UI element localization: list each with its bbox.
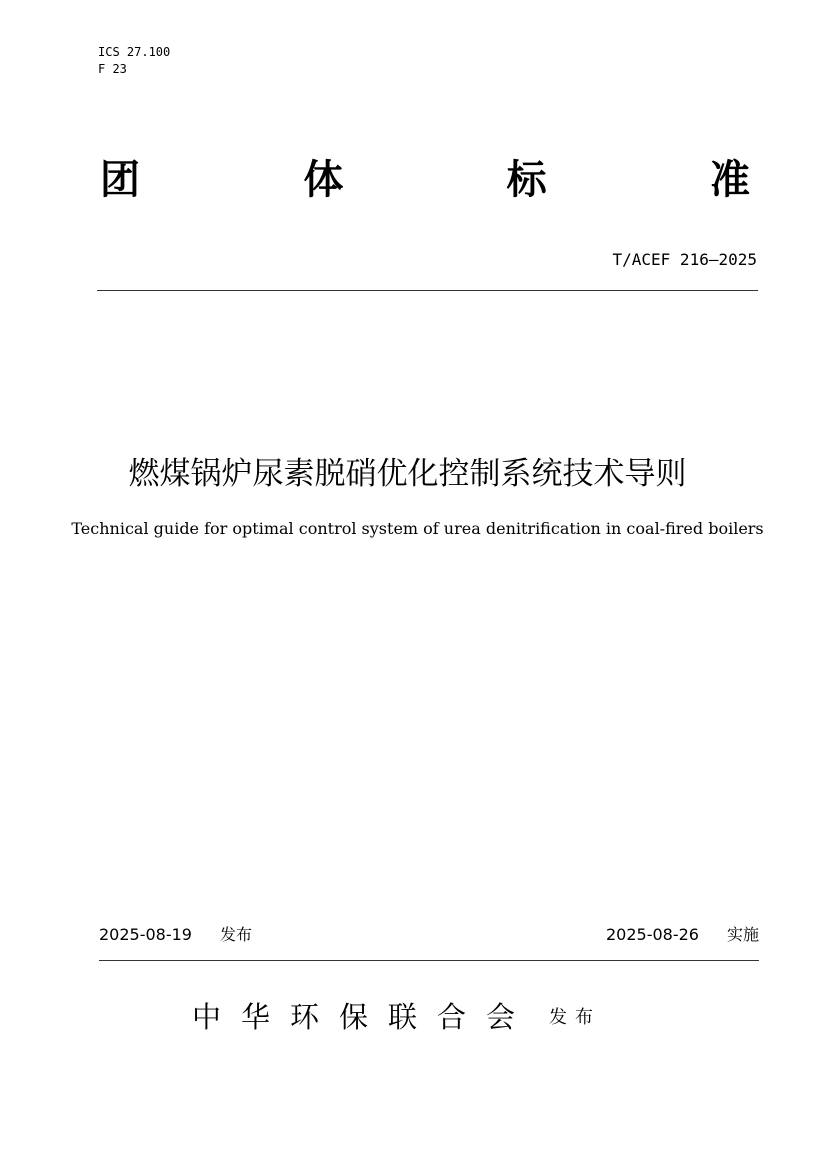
group-standard-char-1: 团 — [100, 157, 140, 203]
group-standard-char-2: 体 — [303, 157, 344, 203]
publisher-action: 发布 — [549, 1006, 602, 1028]
publisher-name: 中华环保联合会 — [192, 1000, 536, 1034]
bottom-divider — [99, 960, 759, 961]
group-standard-char-4: 准 — [709, 157, 750, 203]
document-title-english: Technical guide for optimal control system of urea denitrification in coal-fired boilers — [71, 519, 764, 538]
implement-date: 2025-08-26 — [606, 925, 699, 944]
standard-number: T/ACEF 216—2025 — [612, 250, 757, 269]
ccs-code: F 23 — [98, 62, 127, 76]
document-title-chinese: 燃煤锅炉尿素脱硝优化控制系统技术导则 — [128, 456, 687, 492]
classification-codes — [98, 44, 170, 78]
ics-code: ICS 27.100 — [98, 45, 171, 59]
implement-label: 实施 — [726, 925, 759, 944]
publisher-line — [192, 995, 672, 1036]
implement-date-group — [606, 922, 759, 945]
release-date: 2025-08-19 — [99, 925, 192, 944]
group-standard-char-3: 标 — [506, 157, 547, 203]
top-divider — [97, 290, 758, 291]
release-label: 发布 — [219, 925, 252, 944]
group-standard-heading — [100, 150, 750, 210]
release-date-group — [99, 922, 252, 945]
